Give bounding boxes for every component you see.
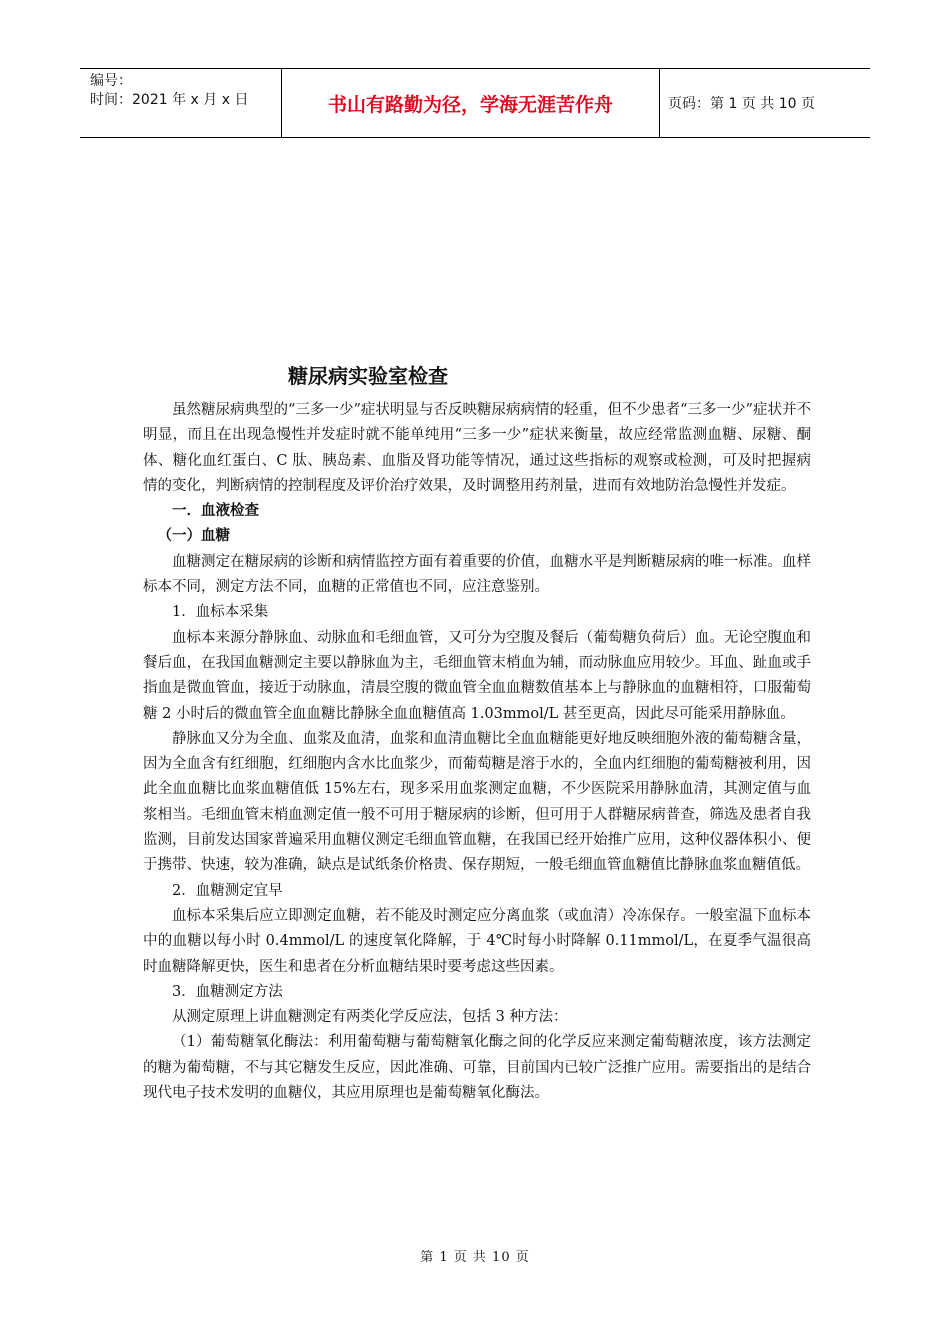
document-body [143,398,811,1106]
body-paragraph: 静脉血又分为全血、血浆及血清，血浆和血清血糖比全血血糖能更好地反映细胞外液的葡萄糖含量，因为全血含有红细胞，红细胞内含水比血浆少，而葡萄糖是溶于水的，全血内红细胞的葡萄糖被利用，因此全血血糖比血浆血糖值低 15%左右，现多采用血浆测定血糖，不少医院采用静脉血清，其测定值与血浆相当。毛细血管末梢血测定值一般不可用于糖尿病的诊断，但可用于人群糖尿病普查，筛选及患者自我监测，目前发达国家普遍采用血糖仪测定毛细血管血糖，在我国已经开始推广应用，这种仪器体积小、便于携带、快速，较为准确，缺点是试纸条价格贵、保存期短，一般毛细血管血糖值比静脉血浆血糖值低。 [143,730,811,874]
intro-paragraph: 虽然糖尿病典型的“三多一少”症状明显与否反映糖尿病病情的轻重，但不少患者“三多一少”症状并不明显，而且在出现急慢性并发症时就不能单纯用“三多一少”症状来衡量，故应经常监测血糖、尿糖、酮体、糖化血红蛋白、C 肽、胰岛素、血脂及肾功能等情况，通过这些指标的观察或检测，可及时把握病情的变化，判断病情的控制程度及评价治疗效果，及时调整用药剂量，进而有效地防治急慢性并发症。 [143,402,811,494]
section-heading-blood-test: 一．血液检查 [172,503,259,520]
body-paragraph: 血标本来源分静脉血、动脉血和毛细血管，又可分为空腹及餐后（葡萄糖负荷后）血。无论空腹血和餐后血，在我国血糖测定主要以静脉血为主，毛细血管末梢血为辅，而动脉血应用较少。耳血、趾血或手指血是微血管血，接近于动脉血，清晨空腹的微血管全血血糖数值基本上与静脉血的血糖相符，口服葡萄糖 2 小时后的微血管全血血糖比静脉全血血糖值高 1.03mmol/L 甚至更高，因此尽可能采用静脉血。 [143,629,811,722]
header-page-info: 页码：第 1 页 共 10 页 [668,96,815,112]
document-date: 时间：2021 年 x 月 x 日 [90,92,249,108]
body-paragraph: （1）葡萄糖氧化酶法：利用葡萄糖与葡萄糖氧化酶之间的化学反应来测定葡萄糖浓度，该方法测定的糖为葡萄糖，不与其它糖发生反应，因此准确、可靠，目前国内已较广泛推广应用。需要指出的是结合现代电子技术发明的血糖仪，其应用原理也是葡萄糖氧化酶法。 [143,1034,811,1102]
header-motto: 书山有路勤为径，学海无涯苦作舟 [282,69,660,137]
item-heading-early-measurement: 2．血糖测定宜早 [172,882,283,899]
page-header [80,68,870,138]
document-number-label: 编号： [90,73,132,89]
subsection-heading-blood-glucose: （一）血糖 [157,528,230,545]
body-paragraph: 血标本采集后应立即测定血糖，若不能及时测定应分离血浆（或血清）冷冻保存。一般室温下血标本中的血糖以每小时 0.4mmol/L 的速度氧化降解，于 4℃时每小时降解 0.11mmol/L，在夏季气温很高时血糖降解更快，医生和患者在分析血糖结果时要考虑这些因素。 [143,907,811,975]
body-paragraph: 血糖测定在糖尿病的诊断和病情监控方面有着重要的价值，血糖水平是判断糖尿病的唯一标准。血样标本不同，测定方法不同，血糖的正常值也不同，应注意鉴别。 [143,553,811,596]
document-title: 糖尿病实验室检查 [288,364,448,388]
body-paragraph: 从测定原理上讲血糖测定有两类化学反应法，包括 3 种方法： [172,1009,568,1026]
header-meta [80,69,282,137]
item-heading-measurement-methods: 3．血糖测定方法 [172,983,283,1000]
item-heading-sample-collection: 1．血标本采集 [172,604,269,621]
page-footer: 第 1 页 共 10 页 [420,1250,530,1265]
